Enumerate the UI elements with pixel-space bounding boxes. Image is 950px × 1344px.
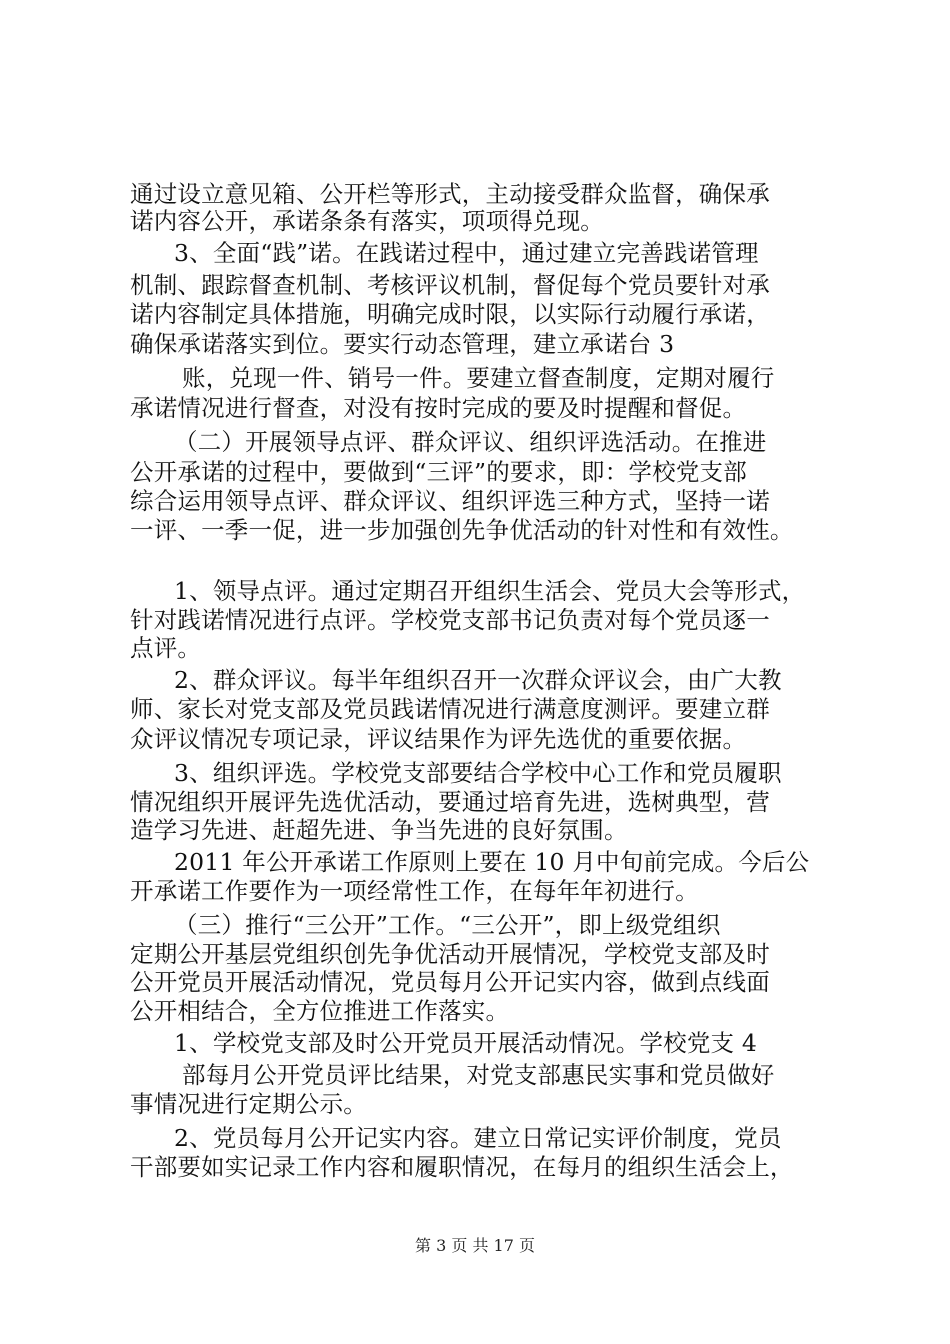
text-line: 情况组织开展评先选优活动，要通过培育先进，选树典型，营 (130, 788, 770, 816)
page-number-footer: 第 3 页 共 17 页 (415, 1236, 535, 1255)
text-line: 确保承诺落实到位。要实行动态管理，建立承诺台 3 (130, 330, 675, 358)
text-line: 开承诺工作要作为一项经常性工作，在每年年初进行。 (130, 877, 699, 905)
text-line: 师、家长对党支部及党员践诺情况进行满意度测评。要建立群 (130, 695, 770, 723)
text-line: 点评。 (130, 634, 202, 662)
text-line: 3、全面“践”诺。在践诺过程中，通过建立完善践诺管理 (174, 239, 759, 267)
text-line: 众评议情况专项记录，评议结果作为评先选优的重要依据。 (130, 725, 747, 753)
text-line: 2、群众评议。每半年组织召开一次群众评议会，由广大教 (174, 666, 782, 694)
text-line: 造学习先进、赶超先进、争当先进的良好氛围。 (130, 816, 628, 844)
text-line: 2、党员每月公开记实内容。建立日常记实评价制度，党员 (174, 1124, 782, 1152)
text-line: 机制、跟踪督查机制、考核评议机制，督促每个党员要针对承 (130, 271, 770, 299)
text-line: 2011 年公开承诺工作原则上要在 10 月中旬前完成。今后公 (174, 848, 810, 876)
text-line: 针对践诺情况进行点评。学校党支部书记负责对每个党员逐一 (130, 606, 770, 634)
text-line: 公开承诺的过程中，要做到“三评”的要求，即：学校党支部 (130, 458, 747, 486)
text-line: 1、领导点评。通过定期召开组织生活会、党员大会等形式， (174, 577, 806, 605)
text-line: 诺内容公开，承诺条条有落实，项项得兑现。 (130, 207, 604, 235)
text-line: 3、组织评选。学校党支部要结合学校中心工作和党员履职 (174, 759, 782, 787)
text-line: 账，兑现一件、销号一件。要建立督查制度，定期对履行 (182, 364, 775, 392)
text-line: 干部要如实记录工作内容和履职情况，在每月的组织生活会上， (130, 1153, 794, 1181)
text-line: 通过设立意见箱、公开栏等形式，主动接受群众监督，确保承 (130, 180, 770, 208)
text-line: 综合运用领导点评、群众评议、组织评选三种方式，坚持一诺 (130, 487, 770, 515)
text-line: 1、学校党支部及时公开党员开展活动情况。学校党支 4 (174, 1029, 758, 1057)
text-line: 一评、一季一促，进一步加强创先争优活动的针对性和有效性。 (130, 516, 794, 544)
section-heading: （三）推行“三公开”工作。“三公开”，即上级党组织 (174, 911, 721, 939)
text-line: 公开党员开展活动情况，党员每月公开记实内容，做到点线面 (130, 968, 770, 996)
text-line: 公开相结合，全方位推进工作落实。 (130, 997, 510, 1025)
text-line: 事情况进行定期公示。 (130, 1090, 367, 1118)
text-line: 诺内容制定具体措施，明确完成时限，以实际行动履行承诺， (130, 300, 770, 328)
text-line: 承诺情况进行督查，对没有按时完成的要及时提醒和督促。 (130, 394, 747, 422)
text-line: 定期公开基层党组织创先争优活动开展情况，学校党支部及时 (130, 940, 770, 968)
section-heading: （二）开展领导点评、群众评议、组织评选活动。在推进 (174, 428, 767, 456)
text-line: 部每月公开党员评比结果，对党支部惠民实事和党员做好 (182, 1061, 775, 1089)
